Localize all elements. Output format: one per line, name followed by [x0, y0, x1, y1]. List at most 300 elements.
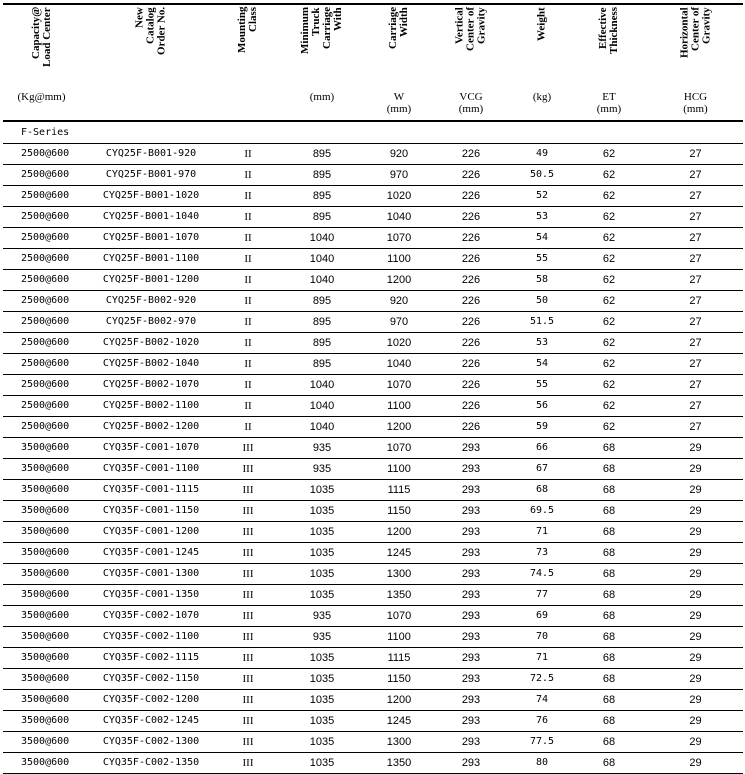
min-truck-cell: 1035	[274, 752, 370, 773]
vcg-cell: 293	[428, 584, 514, 605]
order-no-cell: CYQ35F-C001-1245	[80, 542, 222, 563]
capacity-cell: 2500@600	[3, 248, 80, 269]
header-title-line: Minimum	[299, 7, 311, 55]
min-truck-cell: 1040	[274, 395, 370, 416]
order-no-cell: CYQ35F-C002-1150	[80, 668, 222, 689]
carriage-width-cell: 1115	[370, 479, 428, 500]
et-cell: 62	[570, 416, 648, 437]
weight-cell: 76	[514, 710, 570, 731]
min-truck-cell: 1035	[274, 647, 370, 668]
header-title	[135, 7, 168, 91]
header-title-line: Gravity	[475, 7, 488, 44]
header-weight	[514, 4, 570, 121]
header-order-no	[80, 4, 222, 121]
header-title	[31, 7, 53, 91]
hcg-cell: 27	[648, 416, 743, 437]
table-row	[3, 668, 743, 689]
min-truck-cell: 895	[274, 185, 370, 206]
et-cell: 68	[570, 626, 648, 647]
weight-cell: 71	[514, 521, 570, 542]
min-truck-cell: 895	[274, 353, 370, 374]
min-truck-cell: 1035	[274, 563, 370, 584]
hcg-cell: 29	[648, 563, 743, 584]
carriage-width-cell: 1350	[370, 752, 428, 773]
hcg-cell: 27	[648, 248, 743, 269]
table-row	[3, 563, 743, 584]
hcg-cell: 29	[648, 668, 743, 689]
carriage-width-cell: 1350	[370, 584, 428, 605]
mounting-class-cell: III	[222, 584, 274, 605]
et-cell: 68	[570, 689, 648, 710]
capacity-cell: 3500@600	[3, 605, 80, 626]
weight-cell: 55	[514, 248, 570, 269]
capacity-cell: 2500@600	[3, 332, 80, 353]
weight-cell: 67	[514, 458, 570, 479]
hcg-cell: 27	[648, 290, 743, 311]
et-cell: 68	[570, 458, 648, 479]
et-cell: 68	[570, 437, 648, 458]
carriage-width-cell: 1100	[370, 458, 428, 479]
capacity-cell: 3500@600	[3, 584, 80, 605]
vcg-cell: 293	[428, 521, 514, 542]
min-truck-cell: 935	[274, 437, 370, 458]
et-cell: 68	[570, 605, 648, 626]
table-row	[3, 584, 743, 605]
weight-cell: 52	[514, 185, 570, 206]
header-title-line: Capacity@	[29, 7, 42, 60]
header-title-line: Class	[247, 7, 259, 33]
min-truck-cell: 1035	[274, 500, 370, 521]
mounting-class-cell: III	[222, 731, 274, 752]
header-title	[537, 7, 548, 91]
header-hcg	[648, 4, 743, 121]
weight-cell: 72.5	[514, 668, 570, 689]
vcg-cell: 293	[428, 500, 514, 521]
section-label: F-Series	[3, 121, 743, 143]
min-truck-cell: 1035	[274, 731, 370, 752]
carriage-width-cell: 1245	[370, 710, 428, 731]
header-title-line: New	[133, 7, 146, 28]
table-row	[3, 479, 743, 500]
hcg-cell: 29	[648, 458, 743, 479]
min-truck-cell: 1035	[274, 479, 370, 500]
mounting-class-cell: III	[222, 521, 274, 542]
vcg-cell: 293	[428, 689, 514, 710]
et-cell: 62	[570, 395, 648, 416]
header-title-line: Load Center	[40, 7, 53, 67]
hcg-cell: 27	[648, 374, 743, 395]
capacity-cell: 3500@600	[3, 521, 80, 542]
hcg-cell: 29	[648, 752, 743, 773]
hcg-cell: 27	[648, 395, 743, 416]
order-no-cell: CYQ25F-B002-1020	[80, 332, 222, 353]
carriage-width-cell: 1040	[370, 353, 428, 374]
header-mounting-class	[222, 4, 274, 121]
hcg-cell: 29	[648, 542, 743, 563]
capacity-cell: 3500@600	[3, 710, 80, 731]
hcg-cell: 27	[648, 269, 743, 290]
mounting-class-cell: III	[222, 689, 274, 710]
capacity-cell: 2500@600	[3, 269, 80, 290]
carriage-width-cell: 1100	[370, 395, 428, 416]
mounting-class-cell: III	[222, 479, 274, 500]
capacity-cell: 3500@600	[3, 563, 80, 584]
weight-cell: 58	[514, 269, 570, 290]
et-cell: 68	[570, 710, 648, 731]
vcg-cell: 226	[428, 290, 514, 311]
table-row	[3, 143, 743, 164]
vcg-cell: 226	[428, 143, 514, 164]
mounting-class-cell: III	[222, 647, 274, 668]
et-cell: 62	[570, 311, 648, 332]
weight-cell: 73	[514, 542, 570, 563]
min-truck-cell: 1040	[274, 227, 370, 248]
hcg-cell: 29	[648, 626, 743, 647]
weight-cell: 69.5	[514, 500, 570, 521]
vcg-cell: 293	[428, 479, 514, 500]
et-cell: 68	[570, 584, 648, 605]
table-row	[3, 500, 743, 521]
weight-cell: 77	[514, 584, 570, 605]
weight-cell: 55	[514, 374, 570, 395]
weight-cell: 68	[514, 479, 570, 500]
carriage-width-cell: 1040	[370, 206, 428, 227]
vcg-cell: 226	[428, 416, 514, 437]
vcg-cell: 293	[428, 626, 514, 647]
capacity-cell: 3500@600	[3, 437, 80, 458]
table-row	[3, 227, 743, 248]
table-row	[3, 605, 743, 626]
hcg-cell: 29	[648, 521, 743, 542]
mounting-class-cell: II	[222, 311, 274, 332]
header-title-line: With	[332, 7, 344, 31]
et-cell: 62	[570, 164, 648, 185]
mounting-class-cell: II	[222, 374, 274, 395]
weight-cell: 51.5	[514, 311, 570, 332]
et-cell: 62	[570, 290, 648, 311]
table-row	[3, 185, 743, 206]
vcg-cell: 293	[428, 710, 514, 731]
et-cell: 68	[570, 479, 648, 500]
weight-cell: 59	[514, 416, 570, 437]
table-header	[3, 4, 743, 121]
header-carriage-width	[370, 4, 428, 121]
mounting-class-cell: II	[222, 395, 274, 416]
header-vcg	[428, 4, 514, 121]
order-no-cell: CYQ25F-B002-970	[80, 311, 222, 332]
weight-cell: 80	[514, 752, 570, 773]
min-truck-cell: 1035	[274, 689, 370, 710]
weight-cell: 54	[514, 353, 570, 374]
capacity-cell: 2500@600	[3, 143, 80, 164]
min-truck-cell: 1035	[274, 542, 370, 563]
header-unit	[3, 91, 80, 103]
table-row	[3, 164, 743, 185]
vcg-cell: 226	[428, 395, 514, 416]
weight-cell: 53	[514, 332, 570, 353]
table-row	[3, 374, 743, 395]
weight-cell: 66	[514, 437, 570, 458]
table-row	[3, 752, 743, 773]
mounting-class-cell: II	[222, 290, 274, 311]
header-unit-line: (mm)	[386, 103, 412, 115]
table-row	[3, 353, 743, 374]
hcg-cell: 29	[648, 584, 743, 605]
mounting-class-cell: II	[222, 248, 274, 269]
order-no-cell: CYQ25F-B002-1200	[80, 416, 222, 437]
header-effective-thickness	[570, 4, 648, 121]
vcg-cell: 293	[428, 731, 514, 752]
hcg-cell: 29	[648, 479, 743, 500]
carriage-width-cell: 1200	[370, 521, 428, 542]
capacity-cell: 2500@600	[3, 353, 80, 374]
vcg-cell: 293	[428, 563, 514, 584]
mounting-class-cell: II	[222, 353, 274, 374]
order-no-cell: CYQ35F-C002-1245	[80, 710, 222, 731]
weight-cell: 53	[514, 206, 570, 227]
mounting-class-cell: III	[222, 626, 274, 647]
header-title-line: Mounting	[236, 7, 248, 54]
vcg-cell: 226	[428, 227, 514, 248]
capacity-cell: 3500@600	[3, 500, 80, 521]
header-unit	[274, 91, 370, 103]
carriage-width-cell: 1300	[370, 731, 428, 752]
min-truck-cell: 895	[274, 311, 370, 332]
header-title-line: Carriage	[321, 7, 333, 50]
mounting-class-cell: II	[222, 269, 274, 290]
table-row	[3, 332, 743, 353]
order-no-cell: CYQ25F-B002-1100	[80, 395, 222, 416]
header-title	[300, 7, 344, 91]
hcg-cell: 29	[648, 437, 743, 458]
order-no-cell: CYQ25F-B001-1020	[80, 185, 222, 206]
capacity-cell: 3500@600	[3, 626, 80, 647]
order-no-cell: CYQ35F-C002-1115	[80, 647, 222, 668]
min-truck-cell: 1040	[274, 374, 370, 395]
mounting-class-cell: III	[222, 458, 274, 479]
header-row	[3, 4, 743, 121]
order-no-cell: CYQ35F-C002-1200	[80, 689, 222, 710]
et-cell: 62	[570, 227, 648, 248]
vcg-cell: 226	[428, 206, 514, 227]
carriage-width-cell: 1115	[370, 647, 428, 668]
header-title	[598, 7, 620, 91]
table-row	[3, 542, 743, 563]
order-no-cell: CYQ25F-B001-920	[80, 143, 222, 164]
vcg-cell: 293	[428, 437, 514, 458]
capacity-cell: 3500@600	[3, 731, 80, 752]
min-truck-cell: 1035	[274, 521, 370, 542]
hcg-cell: 27	[648, 353, 743, 374]
header-title-line: Center of	[689, 7, 701, 52]
order-no-cell: CYQ35F-C001-1350	[80, 584, 222, 605]
header-title-line: Horizontal	[678, 7, 690, 58]
weight-cell: 50	[514, 290, 570, 311]
header-unit-line: (mm)	[309, 91, 335, 103]
capacity-cell: 2500@600	[3, 395, 80, 416]
hcg-cell: 29	[648, 689, 743, 710]
header-title-line: Truck	[310, 7, 322, 36]
order-no-cell: CYQ35F-C002-1300	[80, 731, 222, 752]
carriage-width-cell: 970	[370, 164, 428, 185]
header-title-line: Catalog	[144, 7, 157, 44]
header-title-line: Weight	[535, 7, 548, 41]
capacity-cell: 3500@600	[3, 458, 80, 479]
table-row	[3, 248, 743, 269]
table-row	[3, 395, 743, 416]
vcg-cell: 226	[428, 374, 514, 395]
order-no-cell: CYQ35F-C001-1150	[80, 500, 222, 521]
et-cell: 62	[570, 206, 648, 227]
order-no-cell: CYQ35F-C002-1070	[80, 605, 222, 626]
min-truck-cell: 895	[274, 143, 370, 164]
min-truck-cell: 1040	[274, 416, 370, 437]
table-row	[3, 521, 743, 542]
order-no-cell: CYQ35F-C001-1300	[80, 563, 222, 584]
hcg-cell: 29	[648, 710, 743, 731]
header-unit-line: (mm)	[683, 103, 708, 115]
header-title	[388, 7, 410, 91]
et-cell: 68	[570, 752, 648, 773]
capacity-cell: 2500@600	[3, 374, 80, 395]
vcg-cell: 293	[428, 458, 514, 479]
header-min-truck-carriage	[274, 4, 370, 121]
header-capacity	[3, 4, 80, 121]
carriage-width-cell: 1100	[370, 626, 428, 647]
order-no-cell: CYQ35F-C002-1350	[80, 752, 222, 773]
hcg-cell: 27	[648, 311, 743, 332]
min-truck-cell: 1035	[274, 710, 370, 731]
header-title	[455, 7, 488, 91]
section-row	[3, 121, 743, 143]
carriage-width-cell: 920	[370, 290, 428, 311]
mounting-class-cell: III	[222, 563, 274, 584]
mounting-class-cell: III	[222, 752, 274, 773]
order-no-cell: CYQ25F-B002-1040	[80, 353, 222, 374]
header-unit-line: VCG	[459, 91, 483, 103]
vcg-cell: 226	[428, 311, 514, 332]
capacity-cell: 2500@600	[3, 416, 80, 437]
et-cell: 62	[570, 332, 648, 353]
header-title-line: Width	[398, 7, 410, 37]
carriage-width-cell: 1070	[370, 227, 428, 248]
mounting-class-cell: II	[222, 164, 274, 185]
carriage-width-cell: 1070	[370, 605, 428, 626]
capacity-cell: 2500@600	[3, 164, 80, 185]
table-row	[3, 269, 743, 290]
header-unit-line: (kg)	[532, 91, 552, 103]
vcg-cell: 226	[428, 164, 514, 185]
carriage-width-cell: 1150	[370, 500, 428, 521]
capacity-cell: 2500@600	[3, 311, 80, 332]
min-truck-cell: 895	[274, 164, 370, 185]
header-title-line: Vertical	[453, 7, 466, 44]
mounting-class-cell: II	[222, 332, 274, 353]
header-unit-line: (mm)	[458, 103, 484, 115]
table-row	[3, 731, 743, 752]
weight-cell: 74	[514, 689, 570, 710]
header-title	[237, 7, 259, 91]
hcg-cell: 27	[648, 332, 743, 353]
header-unit-line: ET	[602, 91, 616, 103]
carriage-width-cell: 1070	[370, 437, 428, 458]
et-cell: 62	[570, 353, 648, 374]
min-truck-cell: 895	[274, 206, 370, 227]
carriage-width-cell: 1020	[370, 185, 428, 206]
carriage-width-cell: 1300	[370, 563, 428, 584]
et-cell: 68	[570, 731, 648, 752]
mounting-class-cell: II	[222, 206, 274, 227]
order-no-cell: CYQ35F-C001-1200	[80, 521, 222, 542]
carriage-width-cell: 1200	[370, 689, 428, 710]
hcg-cell: 27	[648, 143, 743, 164]
header-unit	[514, 91, 570, 103]
et-cell: 68	[570, 521, 648, 542]
header-unit	[648, 91, 743, 115]
et-cell: 68	[570, 647, 648, 668]
hcg-cell: 27	[648, 185, 743, 206]
table-row	[3, 458, 743, 479]
header-unit-line: HCG	[683, 91, 708, 103]
capacity-cell: 3500@600	[3, 689, 80, 710]
carriage-width-cell: 1020	[370, 332, 428, 353]
capacity-cell: 3500@600	[3, 479, 80, 500]
header-unit-line: W	[393, 91, 405, 103]
table-row	[3, 311, 743, 332]
min-truck-cell: 1040	[274, 248, 370, 269]
weight-cell: 69	[514, 605, 570, 626]
et-cell: 68	[570, 668, 648, 689]
table-row	[3, 647, 743, 668]
hcg-cell: 29	[648, 647, 743, 668]
vcg-cell: 293	[428, 752, 514, 773]
table-row	[3, 710, 743, 731]
carriage-width-cell: 1200	[370, 416, 428, 437]
hcg-cell: 29	[648, 605, 743, 626]
mounting-class-cell: III	[222, 542, 274, 563]
header-title	[679, 7, 712, 91]
hcg-cell: 29	[648, 731, 743, 752]
hcg-cell: 27	[648, 227, 743, 248]
weight-cell: 70	[514, 626, 570, 647]
hcg-cell: 27	[648, 164, 743, 185]
mounting-class-cell: II	[222, 185, 274, 206]
min-truck-cell: 895	[274, 332, 370, 353]
header-title-line: Thickness	[608, 7, 620, 55]
vcg-cell: 226	[428, 185, 514, 206]
header-title-line: Carriage	[387, 7, 399, 50]
header-title-line: Effective	[597, 7, 609, 49]
et-cell: 62	[570, 143, 648, 164]
capacity-cell: 3500@600	[3, 668, 80, 689]
mounting-class-cell: III	[222, 605, 274, 626]
header-unit	[428, 91, 514, 115]
header-title-line: Center of	[464, 7, 477, 52]
vcg-cell: 226	[428, 353, 514, 374]
vcg-cell: 226	[428, 248, 514, 269]
carriage-width-cell: 1070	[370, 374, 428, 395]
capacity-cell: 3500@600	[3, 647, 80, 668]
vcg-cell: 226	[428, 332, 514, 353]
header-unit-line: (mm)	[596, 103, 622, 115]
capacity-cell: 3500@600	[3, 752, 80, 773]
et-cell: 62	[570, 374, 648, 395]
mounting-class-cell: II	[222, 143, 274, 164]
table-row	[3, 437, 743, 458]
order-no-cell: CYQ25F-B001-1040	[80, 206, 222, 227]
weight-cell: 74.5	[514, 563, 570, 584]
mounting-class-cell: III	[222, 500, 274, 521]
